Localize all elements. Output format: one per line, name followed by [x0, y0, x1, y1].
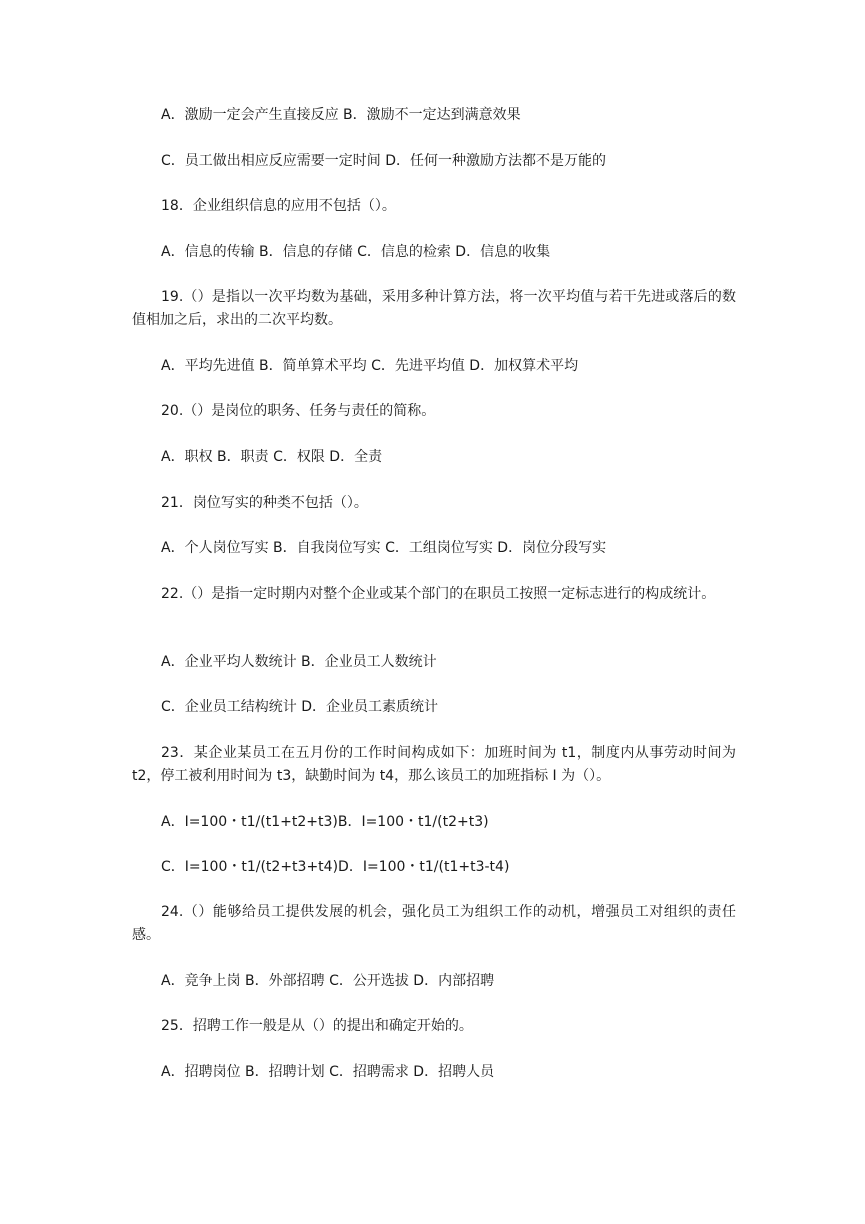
- option-line-24: A．竞争上岗 B．外部招聘 C．公开选拔 D．内部招聘: [161, 973, 495, 989]
- option-line-25: A．招聘岗位 B．招聘计划 C．招聘需求 D．招聘人员: [161, 1064, 495, 1080]
- option-line-17b: C．员工做出相应反应需要一定时间 D．任何一种激励方法都不是万能的: [161, 153, 607, 169]
- question-21: 21．岗位写实的种类不包括（）。: [161, 495, 368, 511]
- option-line-18: A．信息的传输 B．信息的存储 C．信息的检索 D．信息的收集: [161, 244, 551, 260]
- option-line-23a: A．I=100・t1/(t1+t2+t3)B．I=100・t1/(t2+t3): [161, 814, 489, 830]
- question-20: 20.（）是岗位的职务、任务与责任的简称。: [161, 403, 436, 419]
- option-line-17: A．激励一定会产生直接反应 B．激励不一定达到满意效果: [161, 107, 521, 123]
- option-line-21: A．个人岗位写实 B．自我岗位写实 C．工组岗位写实 D．岗位分段写实: [161, 540, 607, 556]
- option-line-23b: C．I=100・t1/(t2+t3+t4)D．I=100・t1/(t1+t3-t4): [161, 859, 510, 875]
- question-19: 19.（）是指以一次平均数为基础，采用多种计算方法，将一次平均值与若干先进或落后的数值相加之后，求出的二次平均数。: [132, 289, 736, 328]
- question-25: 25．招聘工作一般是从（）的提出和确定开始的。: [161, 1018, 473, 1034]
- question-23: 23．某企业某员工在五月份的工作时间构成如下：加班时间为 t1，制度内从事劳动时间为 t2，停工被利用时间为 t3，缺勤时间为 t4，那么该员工的加班指标 I 为（）。: [132, 745, 736, 784]
- option-line-22a: A．企业平均人数统计 B．企业员工人数统计: [161, 654, 437, 670]
- option-line-19: A．平均先进值 B．简单算术平均 C．先进平均值 D．加权算术平均: [161, 358, 579, 374]
- question-24: 24.（）能够给员工提供发展的机会，强化员工为组织工作的动机，增强员工对组织的责任感。: [132, 904, 736, 943]
- option-line-20: A．职权 B．职责 C．权限 D．全责: [161, 449, 383, 465]
- option-line-22b: C．企业员工结构统计 D．企业员工素质统计: [161, 699, 439, 715]
- question-18: 18．企业组织信息的应用不包括（）。: [161, 198, 396, 214]
- question-22: 22.（）是指一定时期内对整个企业或某个部门的在职员工按照一定标志进行的构成统计。: [161, 586, 716, 602]
